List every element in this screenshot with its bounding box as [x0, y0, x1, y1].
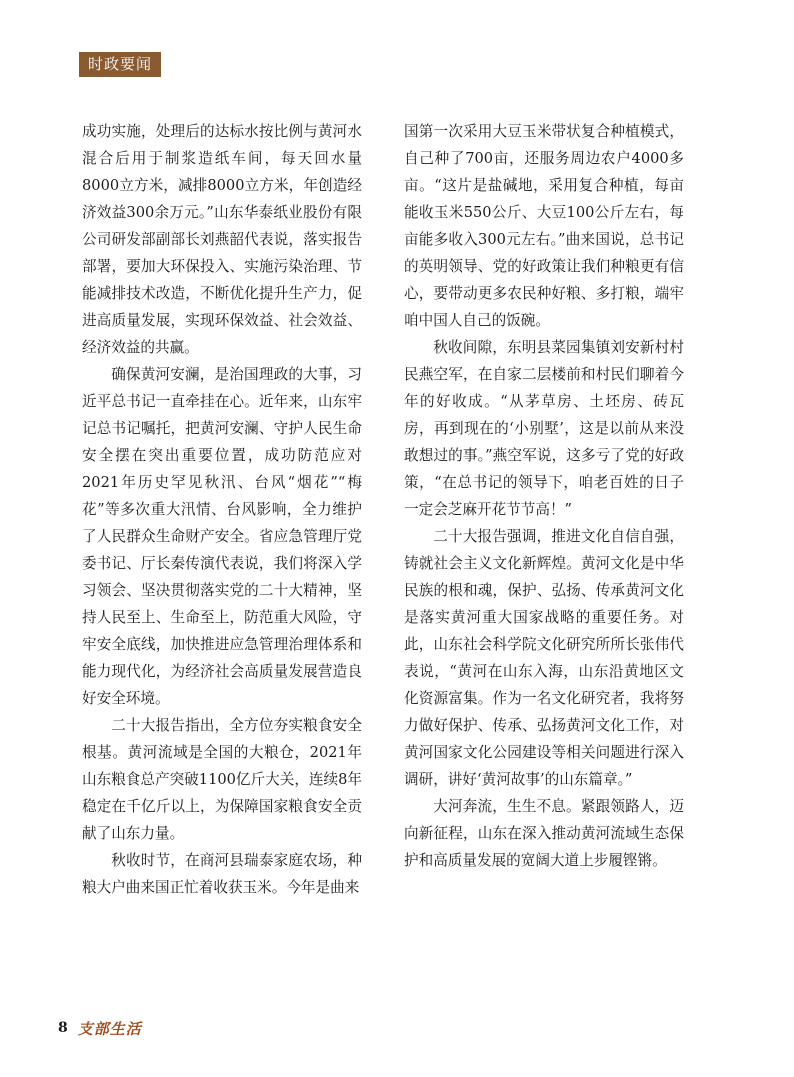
page-footer [58, 1017, 142, 1039]
page-number: 8 [58, 1020, 68, 1036]
magazine-logo: 支部生活 [77, 1019, 142, 1038]
paragraph: 二十大报告强调，推进文化自信自强，铸就社会主义文化新辉煌。黄河文化是中华民族的根和魂，保护、弘扬、传承黄河文化是落实黄河重大国家战略的重要任务。对此，山东社会科学院文化研究所所长张伟代表说，“黄河在山东入海，山东沿黄地区文化资源富集。作为一名文化研究者，我将努力做好保护、传承、弘扬黄河文化工作，对黄河国家文化公园建设等相关问题进行深入调研，讲好‘黄河故事’的山东篇章。” [404, 528, 684, 788]
paragraph: 国第一次采用大豆玉米带状复合种植模式，自己种了700亩，还服务周边农户4000多亩。“这片是盐碱地，采用复合种植，每亩能收玉米550公斤、大豆100公斤左右，每亩能多收入300元左右。”曲来国说，总书记的英明领导、党的好政策让我们种粮更有信心，要带动更多农民种好粮、多打粮，端牢咱中国人自己的饭碗。 [404, 123, 684, 329]
left-column [82, 118, 362, 901]
paragraph: 秋收时节，在商河县瑞泰家庭农场，种粮大户曲来国正忙着收获玉米。今年是曲来 [82, 852, 362, 896]
section-tag: 时政要闻 [79, 52, 161, 77]
paragraph: 秋收间隙，东明县菜园集镇刘安新村村民燕空军，在自家二层楼前和村民们聊着今年的好收成。“从茅草房、土坯房、砖瓦房，再到现在的‘小别墅’，这是以前从来没敢想过的事。”燕空军说，这多亏了党的好政策，“在总书记的领导下，咱老百姓的日子一定会芝麻开花节节高！” [404, 339, 684, 518]
paragraph: 确保黄河安澜，是治国理政的大事，习近平总书记一直牵挂在心。近年来，山东牢记总书记嘱托，把黄河安澜、守护人民生命安全摆在突出重要位置，成功防范应对2021年历史罕见秋汛、台风“烟花”“梅花”等多次重大汛情、台风影响，全力维护了人民群众生命财产安全。省应急管理厅党委书记、厅长秦传演代表说，我们将深入学习领会、坚决贯彻落实党的二十大精神，坚持人民至上、生命至上，防范重大风险，守牢安全底线，加快推进应急管理治理体系和能力现代化，为经济社会高质量发展营造良好安全环境。 [82, 366, 362, 707]
paragraph: 大河奔流，生生不息。紧跟领路人，迈向新征程，山东在深入推动黄河流域生态保护和高质量发展的宽阔大道上步履铿锵。 [404, 798, 684, 869]
paragraph: 成功实施，处理后的达标水按比例与黄河水混合后用于制浆造纸车间，每天回水量8000立方米，减排8000立方米，年创造经济效益300余万元。”山东华泰纸业股份有限公司研发部副部长刘燕韶代表说，落实报告部署，要加大环保投入、实施污染治理、节能减排技术改造，不断优化提升生产力，促进高质量发展，实现环保效益、社会效益、经济效益的共赢。 [82, 123, 362, 356]
paragraph: 二十大报告指出，全方位夯实粮食安全根基。黄河流域是全国的大粮仓，2021年山东粮食总产突破1100亿斤大关，连续8年稳定在千亿斤以上，为保障国家粮食安全贡献了山东力量。 [82, 717, 362, 842]
right-column [404, 118, 684, 874]
